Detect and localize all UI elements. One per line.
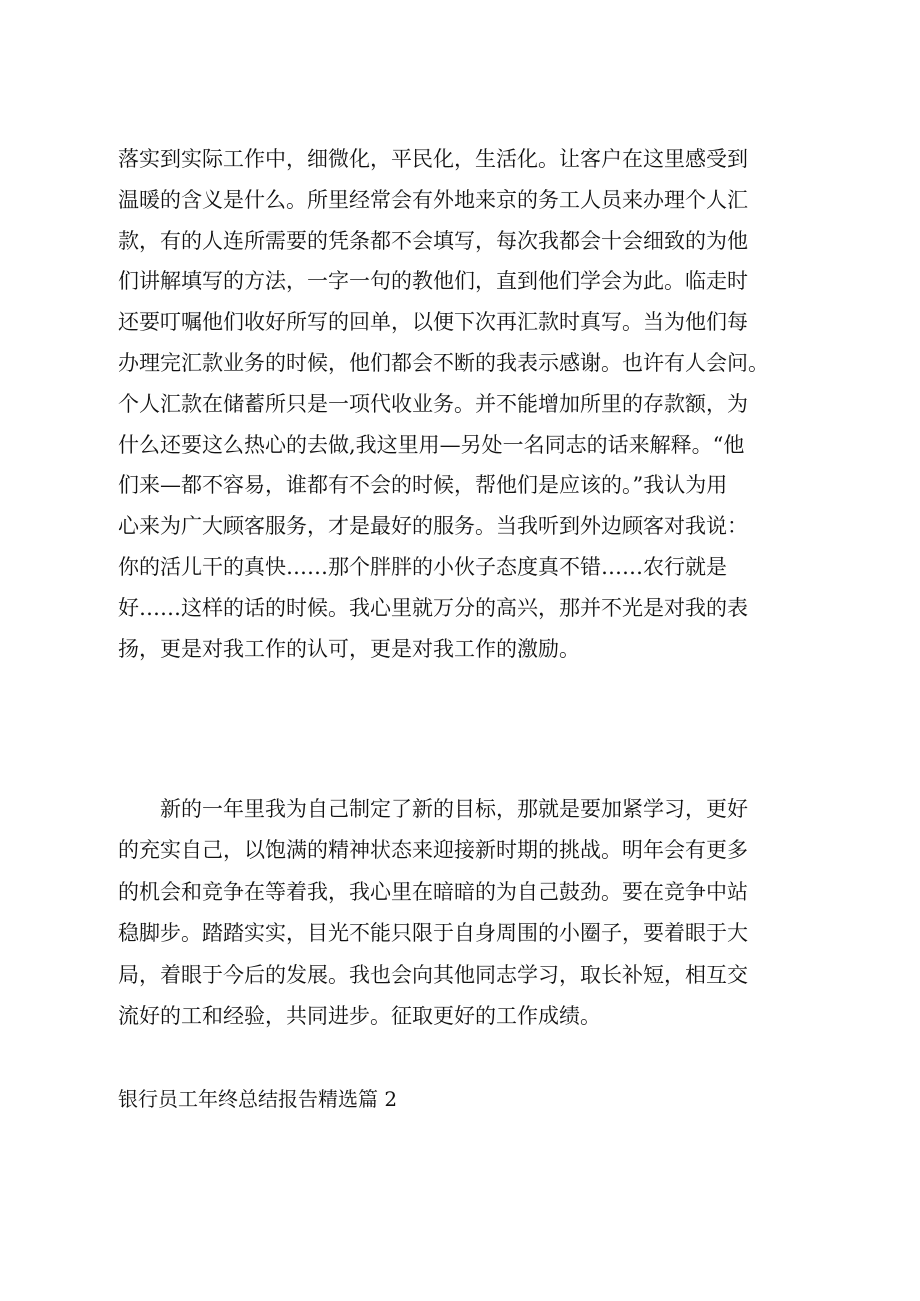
paragraph-1-line: 还要叮嘱他们收好所写的回单，以便下次再汇款时真写。当为他们每 <box>118 310 748 335</box>
paragraph-1-line: 温暖的含义是什么。所里经常会有外地来京的务工人员来办理个人汇 <box>118 187 748 212</box>
paragraph-1-line: 款，有的人连所需要的凭条都不会填写，每次我都会十会细致的为他 <box>118 228 748 253</box>
paragraph-1-line: 心来为广大顾客服务，才是最好的服务。当我听到外边顾客对我说： <box>118 514 748 539</box>
paragraph-1-line: 办理完汇款业务的时候，他们都会不断的我表示感谢。也许有人会问。 <box>118 351 769 375</box>
paragraph-1-line: 你的活儿干的真快……那个胖胖的小伙子态度真不错……农行就是 <box>118 555 727 579</box>
paragraph-1-line: 们讲解填写的方法，一字一句的教他们，直到他们学会为此。临走时 <box>118 269 748 294</box>
paragraph-2-line: 的充实自己，以饱满的精神状态来迎接新时期的挑战。明年会有更多 <box>118 838 748 863</box>
paragraph-2-line: 稳脚步。踏踏实实，目光不能只限于自身周围的小圈子，要着眼于大 <box>118 921 748 946</box>
section-heading: 银行员工年终总结报告精选篇 2 <box>118 1087 398 1111</box>
paragraph-1-line: 什么还要这么热心的去做,我这里用—另处一名同志的话来解释。“他 <box>118 432 745 457</box>
paragraph-1-line: 个人汇款在储蓄所只是一项代收业务。并不能增加所里的存款额，为 <box>118 391 748 416</box>
paragraph-1-line: 落实到实际工作中，细微化，平民化，生活化。让客户在这里感受到 <box>118 147 748 171</box>
paragraph-2-line: 局，着眼于今后的发展。我也会向其他同志学习，取长补短，相互交 <box>118 962 748 987</box>
paragraph-2-line: 新的一年里我为自己制定了新的目标，那就是要加紧学习，更好 <box>118 797 748 821</box>
paragraph-2-line: 的机会和竞争在等着我，我心里在暗暗的为自己鼓劲。要在竞争中站 <box>118 879 748 904</box>
paragraph-1-line: 们来—都不容易，谁都有不会的时候，帮他们是应该的。”我认为用 <box>118 473 728 498</box>
paragraph-2-line: 流好的工和经验，共同进步。征取更好的工作成绩。 <box>118 1004 601 1028</box>
paragraph-1-line: 扬，更是对我工作的认可，更是对我工作的激励。 <box>118 636 580 661</box>
paragraph-1-line: 好……这样的话的时候。我心里就万分的高兴，那并不光是对我的表 <box>118 595 748 620</box>
